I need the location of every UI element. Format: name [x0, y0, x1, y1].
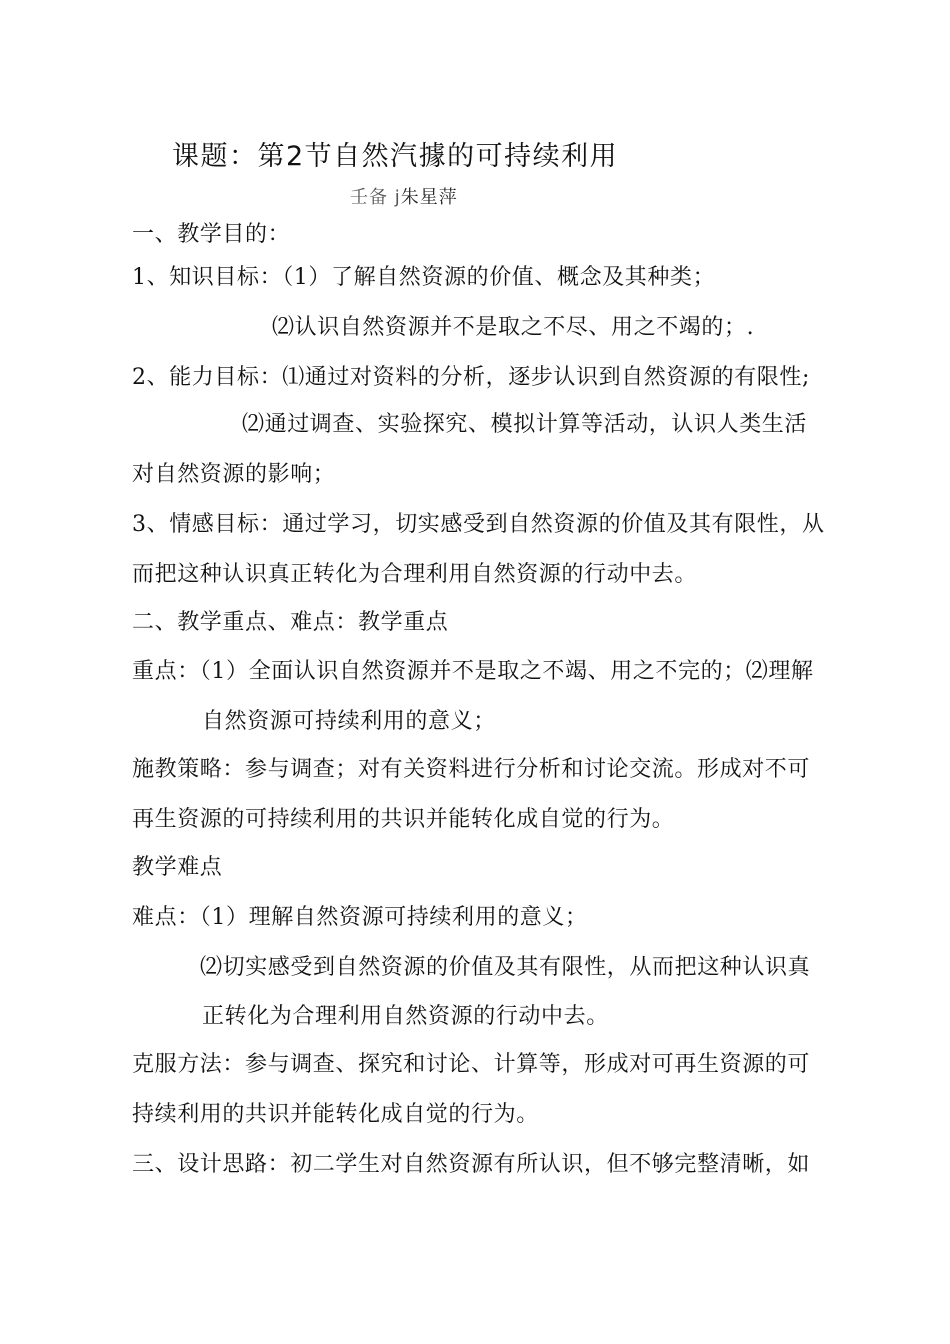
paragraph-line: 施教策略：参与调查；对有关资料进行分析和讨论交流。形成对不可 — [132, 757, 811, 782]
paragraph-line: ⑵通过调查、实验探究、模拟计算等活动，认识人类生活 — [242, 412, 808, 437]
author-role: 壬备 j — [350, 187, 401, 208]
page-title: 课题：第2节自然汽據的可持续利用 — [172, 141, 619, 172]
paragraph-line: 2、能力目标：⑴通过对资料的分析，逐步认识到自然资源的有限性; — [132, 365, 811, 390]
author-name: 朱星萍 — [400, 187, 458, 208]
paragraph-line: 克服方法：参与调查、探究和讨论、计算等，形成对可再生资源的可 — [132, 1052, 811, 1077]
paragraph-line: 而把这种认识真正转化为合理利用自然资源的行动中去。 — [132, 562, 698, 587]
section-heading-key-points: 二、教学重点、难点：教学重点 — [132, 610, 449, 635]
section-heading-design: 三、设计思路：初二学生对自然资源有所认识，但不够完整清晰，如 — [132, 1152, 811, 1177]
section-heading-objectives: 一、教学目的： — [132, 222, 291, 247]
paragraph-line: 对自然资源的影响； — [132, 462, 336, 487]
paragraph-line: 自然资源可持续利用的意义； — [202, 709, 496, 734]
paragraph-line: 3、情感目标：通过学习，切实感受到自然资源的价值及其有限性，从 — [132, 512, 825, 537]
paragraph-line: 再生资源的可持续利用的共识并能转化成自觉的行为。 — [132, 807, 675, 832]
paragraph-line: ⑵切实感受到自然资源的价值及其有限性，从而把这种认识真 — [200, 955, 811, 980]
paragraph-line: 难点：（1）理解自然资源可持续利用的意义； — [132, 905, 588, 930]
paragraph-line: 持续利用的共识并能转化成自觉的行为。 — [132, 1102, 539, 1127]
paragraph-line: ⑵认识自然资源并不是取之不尽、用之不竭的；. — [272, 315, 755, 340]
paragraph-line: 正转化为合理利用自然资源的行动中去。 — [202, 1004, 609, 1029]
author-line — [350, 186, 458, 210]
paragraph-line: 重点：（1）全面认识自然资源并不是取之不竭、用之不完的；⑵理解 — [132, 659, 814, 684]
subheading-difficulties: 教学难点 — [132, 855, 223, 880]
paragraph-line: 1、知识目标：（1）了解自然资源的价值、概念及其种类； — [132, 265, 716, 290]
